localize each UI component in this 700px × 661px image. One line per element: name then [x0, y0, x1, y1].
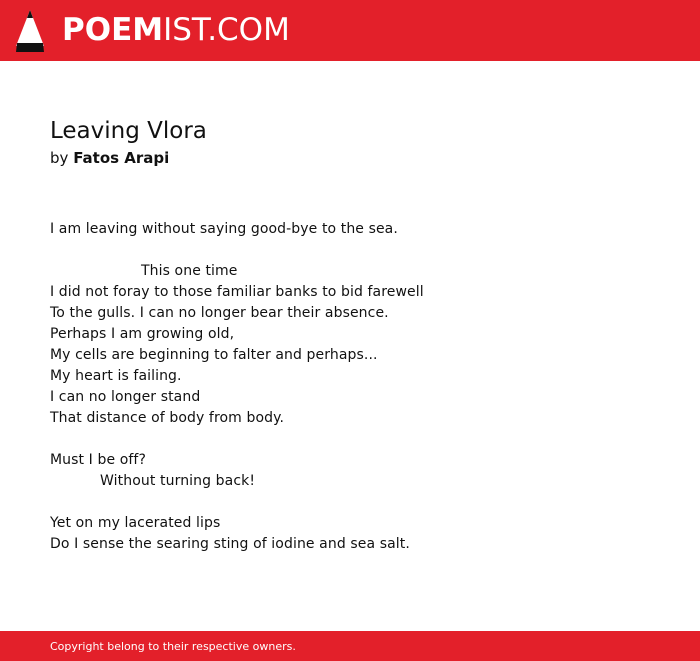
- poem-line: That distance of body from body.: [50, 410, 285, 426]
- poem-line: To the gulls. I can no longer bear their absence.: [50, 305, 389, 321]
- byline-prefix: by: [50, 149, 69, 167]
- poem-line: My cells are beginning to falter and perhaps...: [50, 347, 378, 363]
- poem-line: My heart is failing.: [50, 368, 182, 384]
- poem-line: Yet on my lacerated lips: [50, 515, 221, 531]
- copyright-text: Copyright belong to their respective owners.: [50, 640, 296, 653]
- poem-title: Leaving Vlora: [50, 118, 207, 144]
- poem-line: Perhaps I am growing old,: [50, 326, 235, 342]
- poem-line: I did not foray to those familiar banks to bid farewell: [50, 284, 424, 300]
- site-footer: [0, 631, 700, 661]
- poem-line: This one time: [50, 263, 238, 279]
- logo-bold-text: POEM: [62, 12, 164, 48]
- site-header: [0, 0, 700, 61]
- stanza-break: [50, 429, 670, 450]
- poem-line: Do I sense the searing sting of iodine and sea salt.: [50, 536, 410, 552]
- stanza-break: [50, 492, 670, 513]
- stanza-break: [50, 240, 670, 261]
- site-logo[interactable]: [62, 12, 290, 48]
- poem-line: Must I be off?: [50, 452, 146, 468]
- poem-line: I can no longer stand: [50, 389, 201, 405]
- poem-line: I am leaving without saying good-bye to the sea.: [50, 221, 398, 237]
- logo-light-text: IST.COM: [163, 12, 290, 48]
- author-name: Fatos Arapi: [73, 149, 170, 167]
- byline: [50, 148, 670, 168]
- poem-header: [50, 116, 670, 168]
- poem-body: [50, 219, 670, 555]
- pencil-tip-icon[interactable]: [16, 10, 44, 52]
- poem-line: Without turning back!: [50, 473, 256, 489]
